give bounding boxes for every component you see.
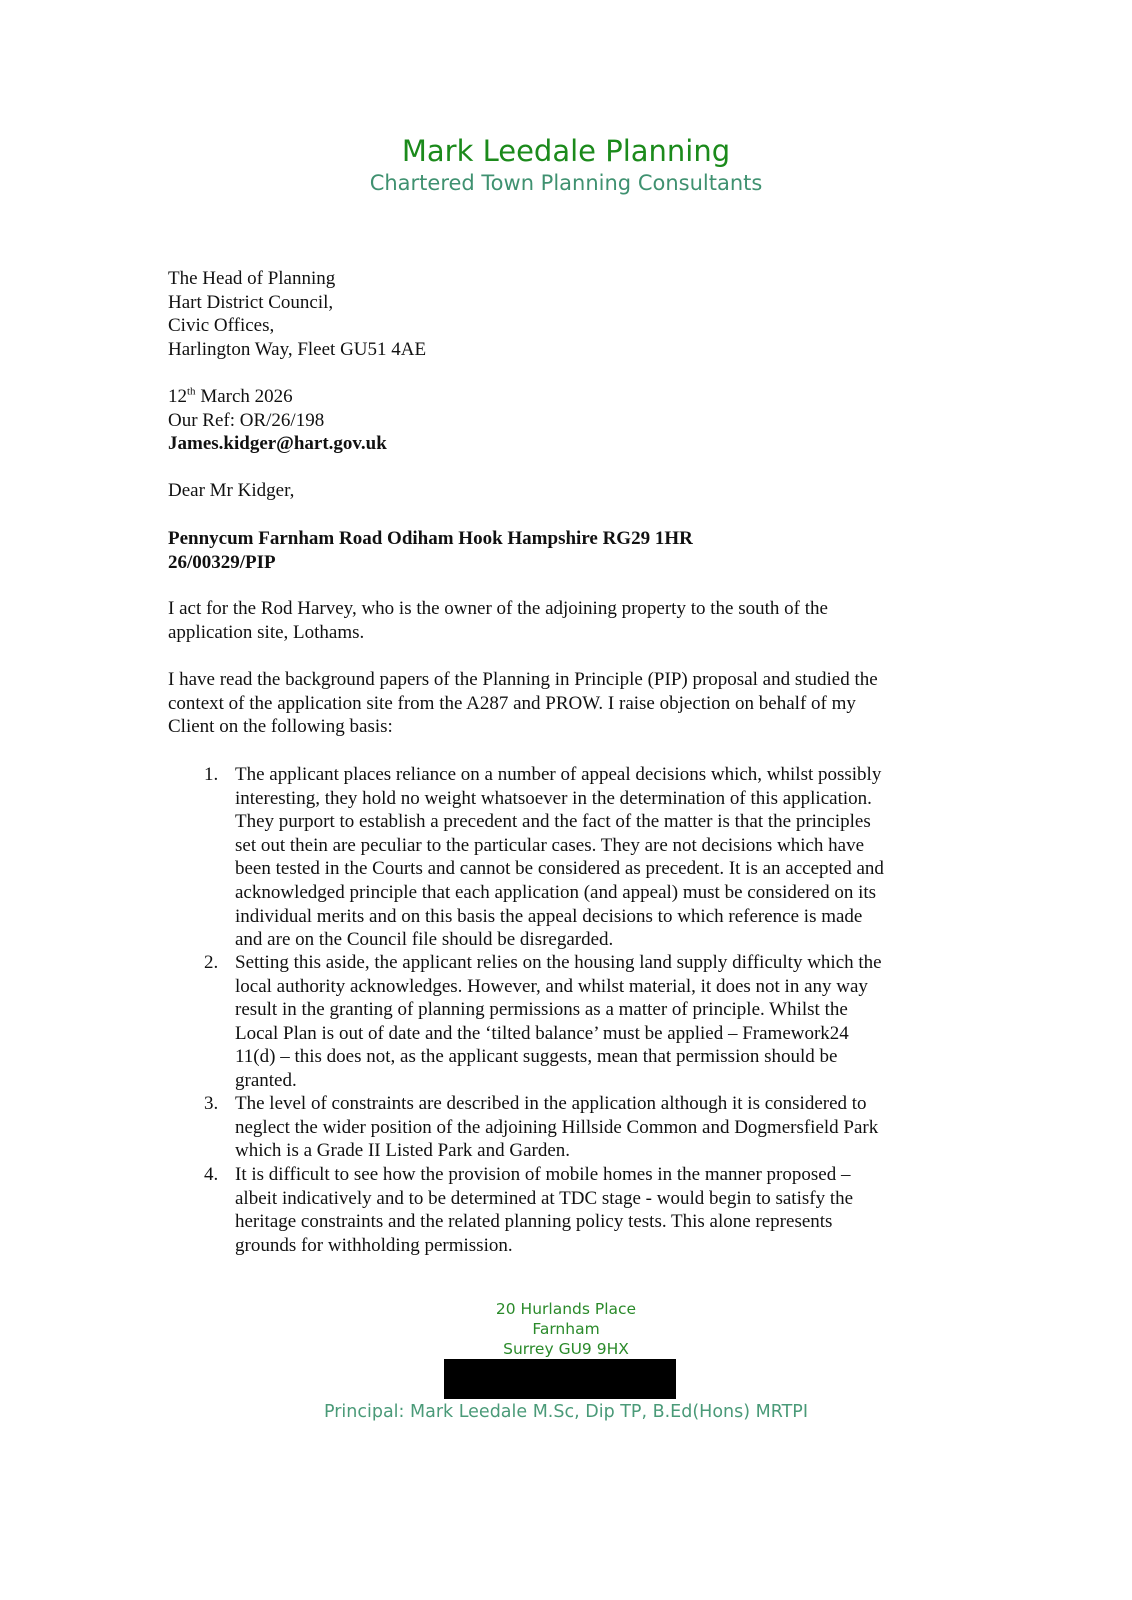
company-name: Mark Leedale Planning: [401, 134, 731, 168]
list-text: [235, 951, 882, 1093]
paragraph-intro: [168, 597, 828, 644]
list-text: [235, 1092, 878, 1163]
address-line: Farnham: [532, 1320, 600, 1338]
subject-reference: 26/00329/PIP: [168, 551, 276, 573]
text-line: I act for the Rod Harvey, who is the owner of the adjoining property to the south of the: [168, 598, 828, 619]
date-day: 12: [168, 386, 187, 407]
list-number: 1.: [204, 764, 219, 785]
text-line: neglect the wider position of the adjoining Hillside Common and Dogmersfield Park: [235, 1116, 879, 1138]
date-suffix: th: [187, 385, 196, 398]
text-line: 11(d) – this does not, as the applicant suggests, mean that permission should be: [235, 1046, 838, 1068]
paragraph-objection: [168, 668, 878, 739]
list-number: 2.: [204, 952, 219, 973]
text-line: context of the application site from the A287 and PROW. I raise objection on behalf of my: [168, 692, 856, 714]
company-tagline: Chartered Town Planning Consultants: [369, 171, 763, 195]
text-line: It is difficult to see how the provision of mobile homes in the manner proposed –: [235, 1164, 851, 1185]
text-line: I have read the background papers of the Planning in Principle (PIP) proposal and studied the: [168, 669, 878, 690]
text-line: set out thein are peculiar to the particular cases. They are not decisions which have: [235, 834, 865, 856]
address-line: 20 Hurlands Place: [495, 1300, 637, 1318]
text-line: application site, Lothams.: [168, 621, 365, 643]
text-line: Local Plan is out of date and the ‘tilted balance’ must be applied – Framework24: [235, 1022, 849, 1044]
list-text: [235, 1163, 853, 1257]
letter-date: [168, 385, 387, 409]
footer-principal: Principal: Mark Leedale M.Sc, Dip TP, B.Ed(Hons) MRTPI: [323, 1402, 809, 1422]
text-line: They purport to establish a precedent and the fact of the matter is that the principles: [235, 811, 871, 833]
subject-address: Pennycum Farnham Road Odiham Hook Hampshire RG29 1HR: [168, 528, 693, 549]
recipient-line: Civic Offices,: [168, 315, 275, 337]
address-line: Surrey GU9 9HX: [503, 1340, 629, 1358]
recipient-address: [168, 267, 426, 361]
text-line: Client on the following basis:: [168, 716, 393, 738]
text-line: interesting, they hold no weight whatsoever in the determination of this application.: [235, 787, 872, 809]
subject: [168, 527, 693, 574]
recipient-line: The Head of Planning: [168, 268, 336, 289]
text-line: and are on the Council file should be disregarded.: [235, 929, 614, 951]
list-text: [235, 763, 884, 952]
text-line: individual merits and on this basis the appeal decisions to which reference is made: [235, 905, 863, 927]
text-line: The level of constraints are described in the application although it is considered to: [235, 1093, 867, 1114]
salutation: Dear Mr Kidger,: [168, 480, 295, 501]
text-line: albeit indicatively and to be determined at TDC stage - would begin to satisfy the: [235, 1187, 854, 1209]
list-number: 4.: [204, 1164, 219, 1185]
text-line: been tested in the Courts and cannot be considered as precedent. It is an accepted and: [235, 858, 884, 880]
list-number: 3.: [204, 1093, 219, 1114]
text-line: which is a Grade II Listed Park and Garden.: [235, 1140, 571, 1162]
text-line: result in the granting of planning permissions as a matter of principle. Whilst the: [235, 999, 848, 1021]
reference: Our Ref: OR/26/198: [168, 409, 325, 431]
recipient-line: Harlington Way, Fleet GU51 4AE: [168, 338, 427, 360]
text-line: acknowledged principle that each application (and appeal) must be considered on its: [235, 881, 877, 903]
redaction-box: [444, 1359, 676, 1399]
text-line: grounds for withholding permission.: [235, 1234, 513, 1256]
recipient-line: Hart District Council,: [168, 291, 334, 313]
text-line: local authority acknowledges. However, and whilst material, it does not in any way: [235, 975, 868, 997]
letter-meta: [168, 385, 387, 456]
text-line: The applicant places reliance on a number of appeal decisions which, whilst possibly: [235, 764, 882, 785]
footer-address: [0, 1299, 1132, 1359]
text-line: granted.: [235, 1069, 297, 1091]
recipient-email: James.kidger@hart.gov.uk: [168, 433, 387, 455]
text-line: Setting this aside, the applicant relies on the housing land supply difficulty which the: [235, 952, 882, 973]
date-rest: March 2026: [195, 386, 293, 407]
text-line: heritage constraints and the related planning policy tests. This alone represents: [235, 1211, 833, 1233]
